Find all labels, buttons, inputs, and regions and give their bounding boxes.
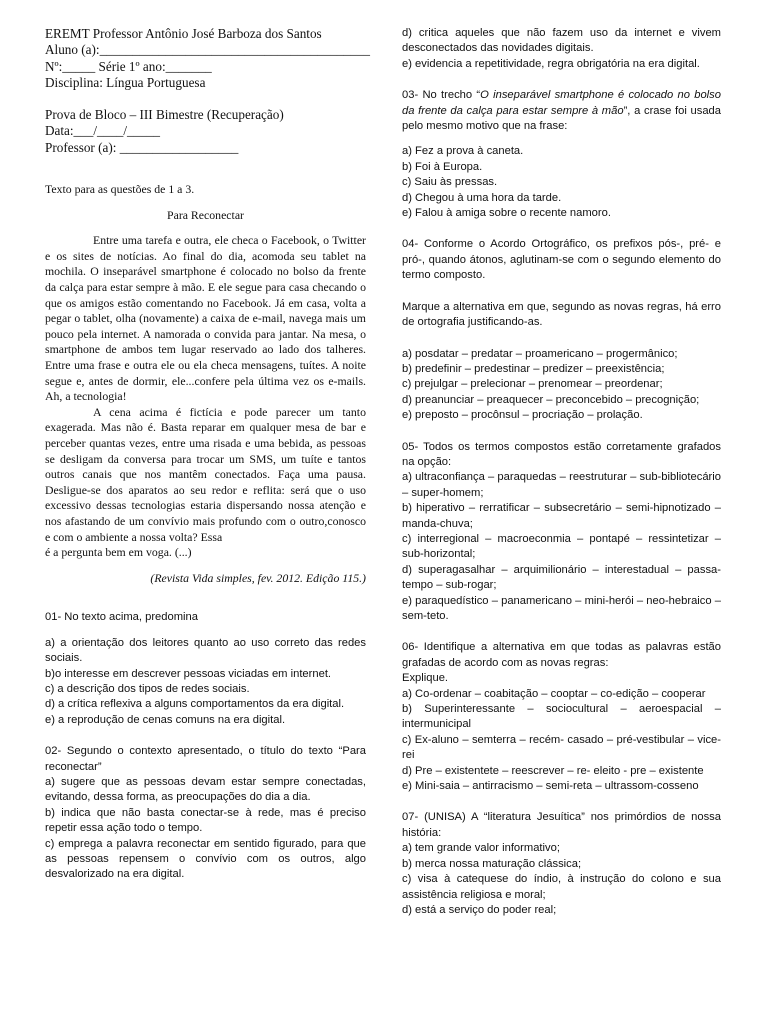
option-a: a) posdatar – predatar – proamericano – progermânico; bbox=[402, 347, 678, 360]
question-title: 06- Identifique a alternativa em que todas as palavras estão grafadas de acordo com as novas regras: bbox=[402, 641, 721, 669]
quoted-excerpt: O inseparável smartphone é colocado no bolso da frente da calça para estar sempre à mão bbox=[402, 89, 721, 117]
question-title: 05- Todos os termos compostos estão corretamente grafados na opção: bbox=[402, 440, 721, 468]
text-source: (Revista Vida simples, fev. 2012. Edição 115.) bbox=[150, 570, 366, 585]
option-b: b) predefinir – predestinar – predizer – preexistência; bbox=[402, 362, 665, 375]
option-d: d) está a serviço do poder real; bbox=[402, 903, 557, 916]
question-instruction: Marque a alternativa em que, segundo as novas regras, há erro de ortografia justificando-as. bbox=[402, 300, 721, 329]
option-d: d) preanunciar – preaquecer – preconcebido – precognição; bbox=[402, 393, 700, 406]
question-explain: Explique. bbox=[402, 672, 449, 685]
option-b: b) Foi à Europa. bbox=[402, 160, 483, 173]
option-e: e) preposto – procônsul – procriação – prolação. bbox=[402, 409, 643, 422]
option-c: c) emprega a palavra reconectar em sentido figurado, para que as pessoas repensem o convívio com os outros, algo desvalorizado na era digital. bbox=[45, 837, 366, 881]
option-c: c) Saiu às pressas. bbox=[402, 176, 498, 189]
question-title: 07- (UNISA) A “literatura Jesuítica” nos primórdios de nossa história: bbox=[402, 811, 721, 839]
question-02 bbox=[45, 744, 366, 883]
text-paragraph-2-end: é a pergunta bem em voga. (...) bbox=[45, 545, 192, 560]
option-e: e) paraquedístico – panamericano – mini-herói – neo-hebraico – sem-teto. bbox=[402, 594, 721, 622]
option-a: a) a orientação dos leitores quanto ao uso correto das redes sociais. bbox=[45, 636, 366, 665]
question-title: 01- No texto acima, predomina bbox=[45, 611, 198, 624]
date-field: Data:___/____/_____ bbox=[45, 123, 161, 139]
option-a: a) tem grande valor informativo; bbox=[402, 842, 560, 855]
option-c: c) Ex-aluno – semterra – recém- casado – pré-vestibular – vice-rei bbox=[402, 733, 721, 762]
left-column bbox=[45, 26, 370, 883]
option-c: c) a descrição dos tipos de redes sociais. bbox=[45, 682, 250, 695]
number-series-field: Nº:_____ Série 1º ano:_______ bbox=[45, 58, 212, 74]
question-04 bbox=[402, 237, 721, 423]
question-03 bbox=[402, 88, 721, 221]
right-column bbox=[402, 26, 721, 918]
question-06 bbox=[402, 640, 721, 794]
reading-text bbox=[45, 182, 366, 586]
question-01 bbox=[45, 610, 366, 728]
option-a: a) ultraconfiança – paraquedas – reestruturar – sub-bibliotecário – super-homem; bbox=[402, 471, 721, 499]
option-d: d) Chegou à uma hora da tarde. bbox=[402, 191, 562, 204]
text-title: Para Reconectar bbox=[167, 207, 244, 222]
option-b: b)o interesse em descrever pessoas viciadas em internet. bbox=[45, 667, 332, 680]
teacher-field: Professor (a): __________________ bbox=[45, 139, 239, 155]
subject-line: Disciplina: Língua Portuguesa bbox=[45, 74, 206, 90]
exam-header bbox=[45, 26, 370, 156]
option-b: b) indica que não basta conectar-se à rede, mas é preciso repetir essa ação todo o tempo. bbox=[45, 806, 366, 835]
option-e: e) Mini-saia – antirracismo – semi-reta – ultrassom-cosseno bbox=[402, 780, 699, 793]
option-a: a) Fez a prova à caneta. bbox=[402, 145, 524, 158]
option-b: b) merca nossa maturação clássica; bbox=[402, 857, 582, 870]
school-name: EREMT Professor Antônio José Barboza dos Santos bbox=[45, 26, 322, 41]
option-d: d) critica aqueles que não fazem uso da internet e vivem desconectados das novidades digitais. bbox=[402, 27, 721, 55]
option-b: b) hiperativo – rerratificar – subsecretário – semi-hipnotizado – manda-chuva; bbox=[402, 502, 721, 530]
option-c: c) prejulgar – prelecionar – prenomear – preordenar; bbox=[402, 378, 663, 391]
option-b: b) Superinteressante – sociocultural – aeroespacial – intermunicipal bbox=[402, 703, 721, 731]
option-a: a) Co-ordenar – coabitação – cooptar – co-edição – cooperar bbox=[402, 687, 706, 700]
option-e: e) evidencia a repetitividade, regra obrigatória na era digital. bbox=[402, 57, 700, 70]
question-02-continued bbox=[402, 26, 721, 72]
question-title: 04- Conforme o Acordo Ortográfico, os prefixos pós-, pré- e pró-, quando átonos, aglutinam-se com o segundo elemento do termo composto. bbox=[402, 238, 721, 282]
option-c: c) visa à catequese do índio, à instrução do colono e sua assistência religiosa e moral; bbox=[402, 873, 721, 901]
question-title: 03- No trecho “O inseparável smartphone é colocado no bolso da frente da calça para estar sempre à mão”, a crase foi usada pelo mesmo motivo que na frase: bbox=[402, 89, 721, 133]
question-05 bbox=[402, 440, 721, 625]
option-a: a) sugere que as pessoas devam estar sempre conectadas, evitando, dessa forma, as preocupações do dia a dia. bbox=[45, 775, 366, 804]
text-intro: Texto para as questões de 1 a 3. bbox=[45, 182, 195, 197]
student-field: Aluno (a):_________________________________________ bbox=[45, 42, 370, 58]
exam-name: Prova de Bloco – III Bimestre (Recuperação) bbox=[45, 107, 284, 123]
text-paragraph-2: A cena acima é fictícia e pode parecer um tanto exagerada. Mas não é. Basta reparar em qualquer mesa de bar e perceber quantas vezes, entre uma risada e uma bebida, as pessoas se desligam da conversa para trocar um SMS, um tuíte e tantos outros canais que nos mantêm conectados. Faça uma pausa. Desligue-se dos aparatos ao seu redor e reflita: será que o uso excessivo dessas tecnologias estaria dispersando nossa atenção e nos afastando de um convívio mais profundo com o outro,conosco e com o ambiente a nossa volta? Essa bbox=[45, 404, 366, 544]
option-d: d) superagasalhar – arquimilionário – interestadual – passa-tempo – sub-rogar; bbox=[402, 563, 721, 592]
option-c: c) interregional – macroeconmia – pontapé – ressintetizar – sub-horizontal; bbox=[402, 532, 721, 561]
question-07 bbox=[402, 810, 721, 918]
option-d: d) a crítica reflexiva a alguns comportamentos da era digital. bbox=[45, 698, 345, 711]
option-e: e) Falou à amiga sobre o recente namoro. bbox=[402, 207, 611, 220]
option-e: e) a reprodução de cenas comuns na era digital. bbox=[45, 713, 286, 726]
option-d: d) Pre – existentete – reescrever – re- eleito - pre – existente bbox=[402, 764, 704, 777]
question-title: 02- Segundo o contexto apresentado, o título do texto “Para reconectar” bbox=[45, 745, 366, 773]
text-paragraph-1: Entre uma tarefa e outra, ele checa o Facebook, o Twitter e os sites de notícias. Ao final do dia, acomoda seu tablet na mochila. O inseparável smartphone é colocado no bolso da frente da calça para estar sempre à mão. E ele segue para casa checando o que os amigos estão comentando no Facebook. Já em casa, volta a pegar o tablet, olha (novamente) a caixa de e-mail, navega mais um pouco pela internet. A namorada o convida para jantar. Na mesa, o smartphone de ambos tem lugar reservado ao lado dos talheres. Entre uma frase e outra ele ou ela checa mensagens, tuítes. A noite segue e, antes de dormir, ele...confere pela última vez os e-mails. Ah, a tecnologia! bbox=[45, 233, 366, 404]
